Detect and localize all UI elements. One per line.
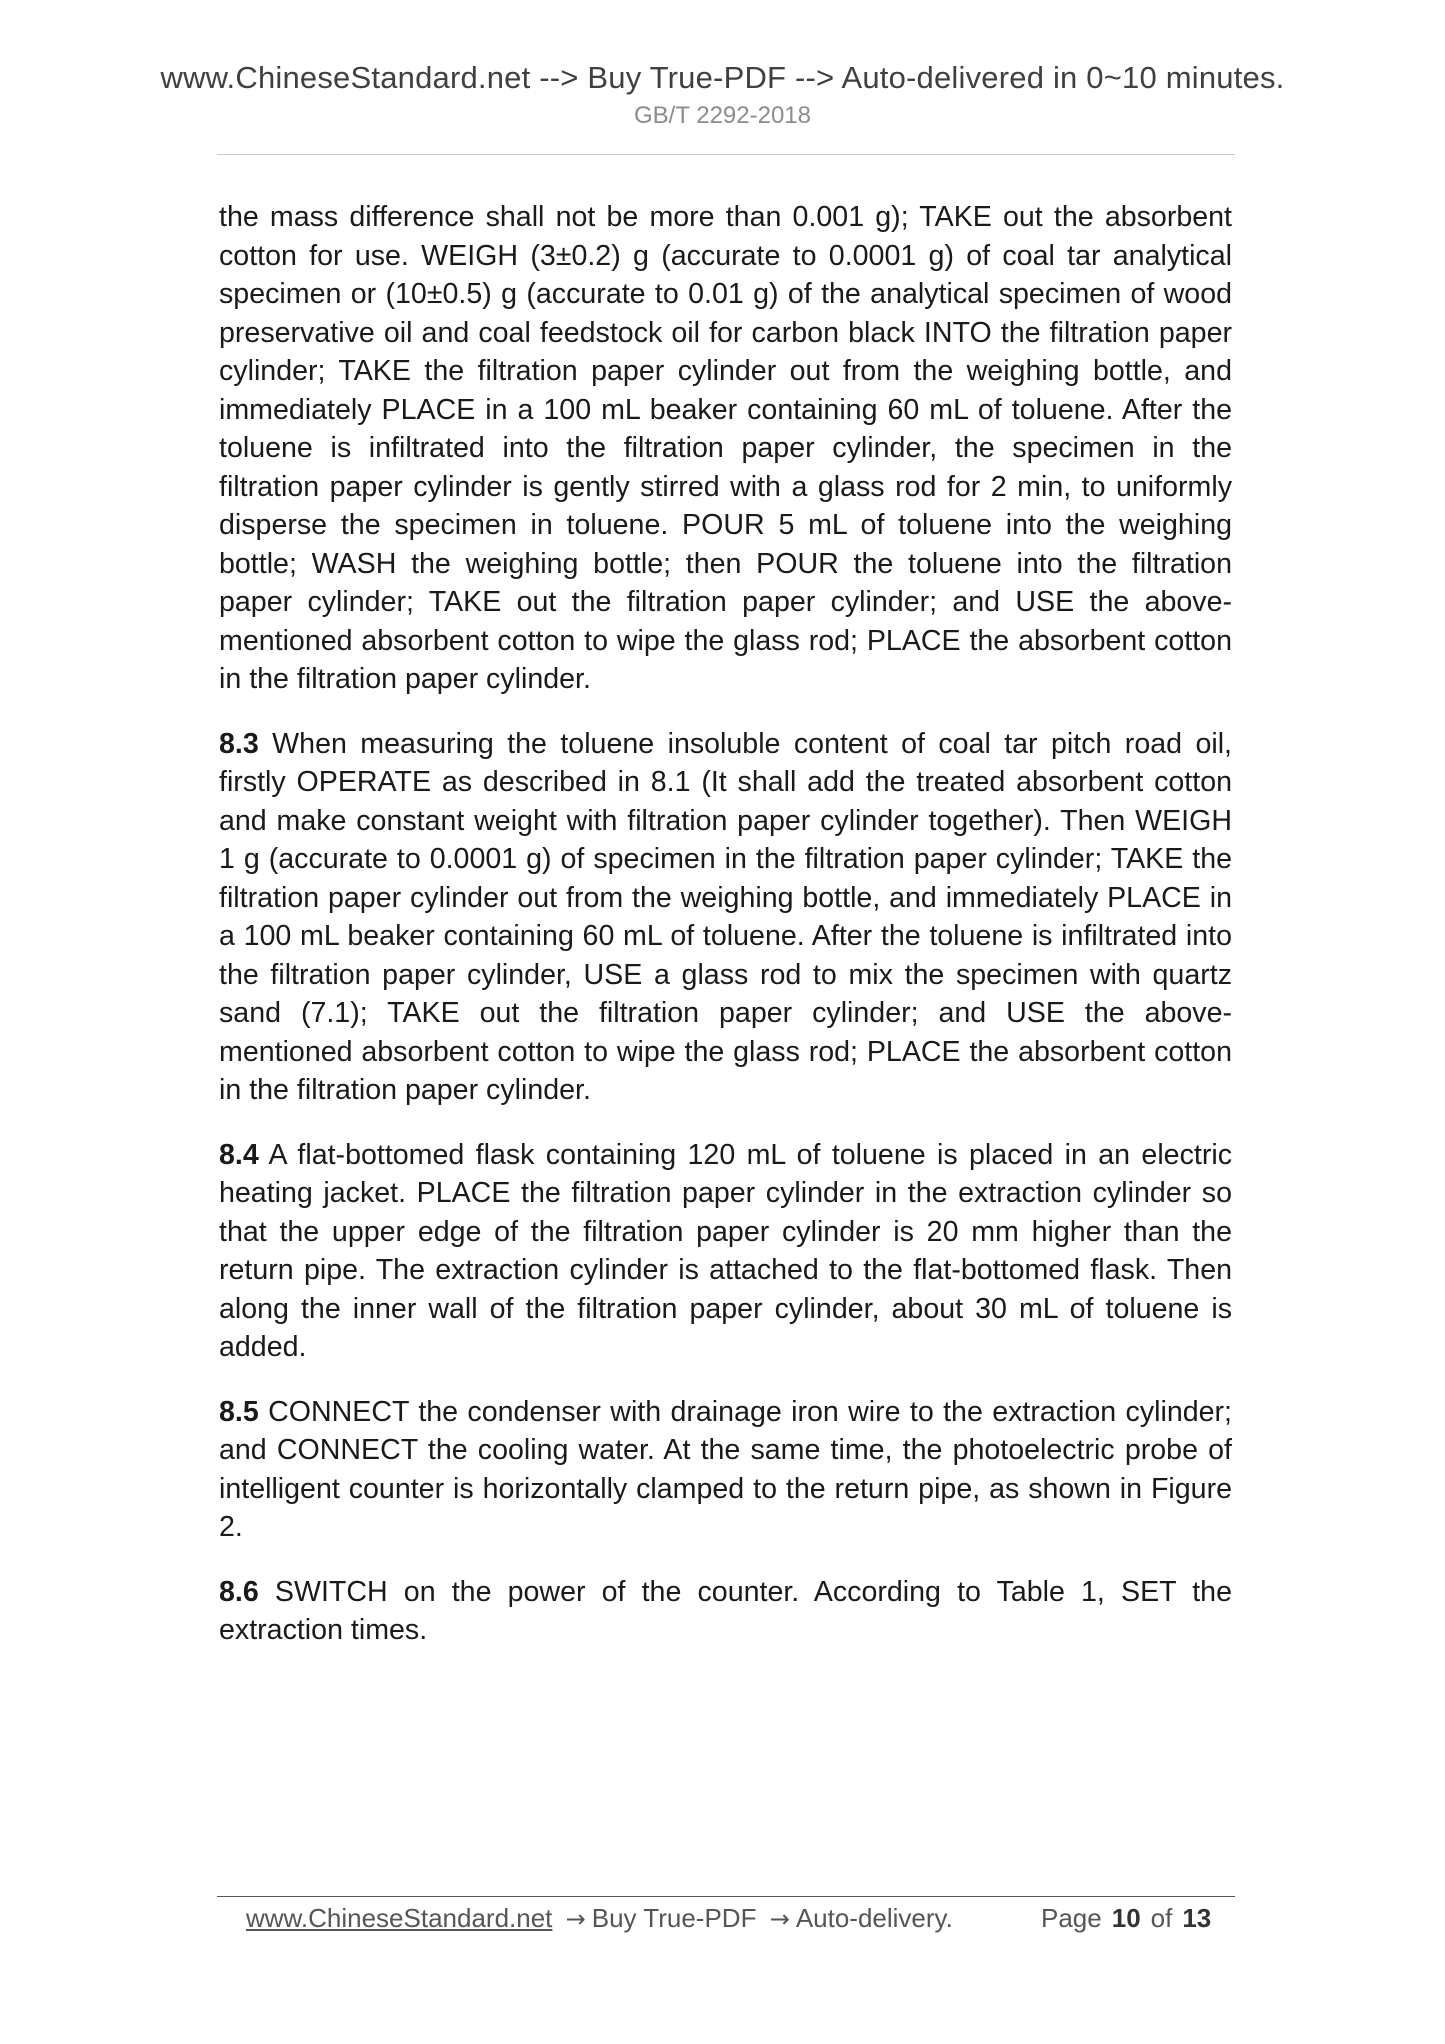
page-footer <box>0 1898 1445 1938</box>
paragraph-text: A flat-bottomed flask containing 120 mL of toluene is placed in an electric heating jacket. PLACE the filtration paper cylinder in the extraction cylinder so that the upper edge of the filtration paper cylinder is 20 mm higher than the return pipe. The extraction cylinder is attached to the flat-bottomed flask. Then along the inner wall of the filtration paper cylinder, about 30 mL of toluene is added. <box>219 1138 1232 1363</box>
arrow-right-icon: → <box>565 1905 586 1933</box>
paragraph-text: SWITCH on the power of the counter. According to Table 1, SET the extraction times. <box>219 1575 1232 1646</box>
paragraph-text: When measuring the toluene insoluble content of coal tar pitch road oil, firstly OPERATE as described in 8.1 (It shall add the treated absorbent cotton and make constant weight with filtration paper cylinder together). Then WEIGH 1 g (accurate to 0.0001 g) of specimen in the filtration paper cylinder; TAKE the filtration paper cylinder out from the weighing bottle, and immediately PLACE in a 100 mL beaker containing 60 mL of toluene. After the toluene is infiltrated into the filtration paper cylinder, USE a glass rod to mix the specimen with quartz sand (7.1); TAKE out the filtration paper cylinder; and USE the above-mentioned absorbent cotton to wipe the glass rod; PLACE the absorbent cotton in the filtration paper cylinder. <box>219 727 1232 1106</box>
clause-number: 8.4 <box>219 1138 259 1171</box>
footer-divider <box>217 1896 1235 1897</box>
clause-number: 8.5 <box>219 1395 259 1428</box>
clause-8-5 <box>219 1393 1232 1547</box>
header-banner: www.ChineseStandard.net --> Buy True-PDF --> Auto-delivered in 0~10 minutes. <box>160 60 1285 95</box>
page-total: 13 <box>1182 1903 1212 1933</box>
clause-8-6 <box>219 1573 1232 1650</box>
standard-code: GB/T 2292-2018 <box>633 102 811 129</box>
paragraph-text: the mass difference shall not be more than 0.001 g); TAKE out the absorbent cotton for use. WEIGH (3±0.2) g (accurate to 0.0001 g) of coal tar analytical specimen or (10±0.5) g (accurate to 0.01 g) of the analytical specimen of wood preservative oil and coal feedstock oil for carbon black INTO the filtration paper cylinder; TAKE the filtration paper cylinder out from the weighing bottle, and immediately PLACE in a 100 mL beaker containing 60 mL of toluene. After the toluene is infiltrated into the filtration paper cylinder, the specimen in the filtration paper cylinder is gently stirred with a glass rod for 2 min, to uniformly disperse the specimen in toluene. POUR 5 mL of toluene into the weighing bottle; WASH the weighing bottle; then POUR the toluene into the filtration paper cylinder; TAKE out the filtration paper cylinder; and USE the above-mentioned absorbent cotton to wipe the glass rod; PLACE the absorbent cotton in the filtration paper cylinder. <box>219 201 1232 695</box>
header-divider <box>217 154 1235 155</box>
page-number <box>1041 1898 1211 1938</box>
page-current: 10 <box>1111 1903 1141 1933</box>
clause-number: 8.6 <box>219 1575 259 1608</box>
site-link[interactable]: www.ChineseStandard.net <box>246 1903 553 1933</box>
page-label: Page <box>1041 1903 1102 1933</box>
clause-number: 8.3 <box>219 727 259 760</box>
buy-text: Buy True-PDF <box>591 1903 757 1933</box>
of-label: of <box>1150 1903 1173 1933</box>
clause-8-3 <box>219 725 1232 1110</box>
document-body <box>219 198 1232 1676</box>
clause-8-4 <box>219 1136 1232 1367</box>
arrow-right-icon: → <box>769 1905 790 1933</box>
paragraph-continuation <box>219 198 1232 699</box>
delivery-text: Auto-delivery. <box>795 1903 953 1933</box>
page-header <box>0 58 1445 132</box>
paragraph-text: CONNECT the condenser with drainage iron wire to the extraction cylinder; and CONNECT the cooling water. At the same time, the photoelectric probe of intelligent counter is horizontally clamped to the return pipe, as shown in Figure 2. <box>219 1395 1232 1543</box>
footer-links <box>246 1898 953 1939</box>
